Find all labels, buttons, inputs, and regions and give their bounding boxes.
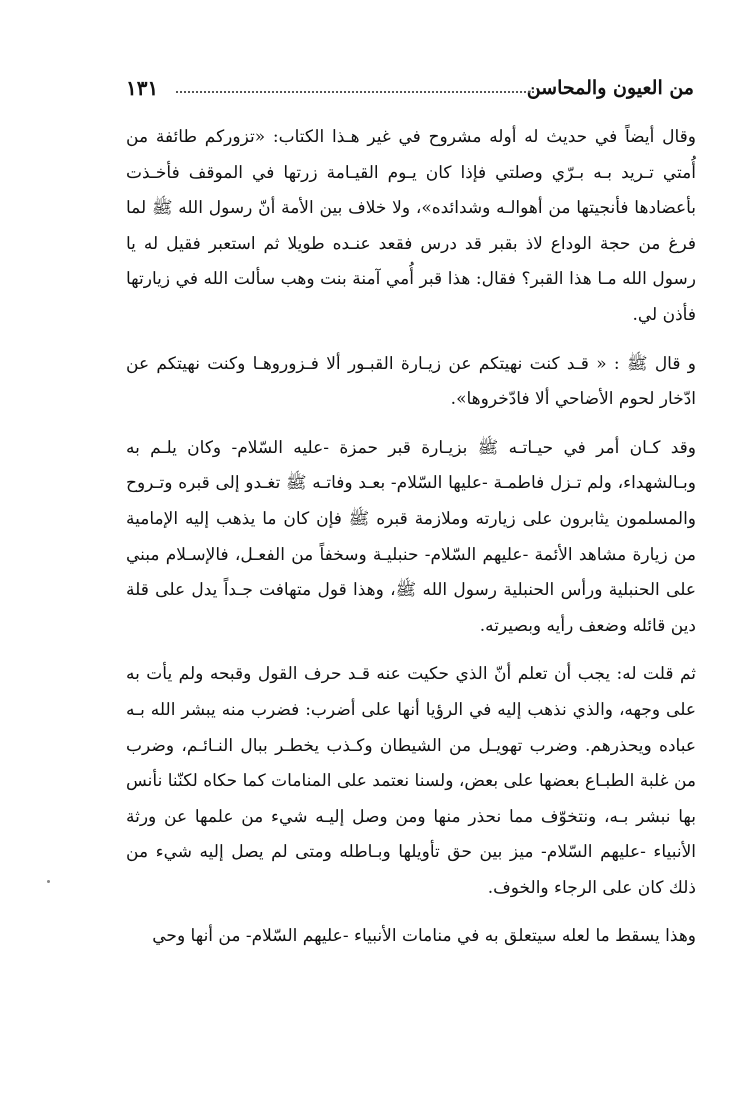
running-title: من العيون والمحاسن xyxy=(526,77,694,99)
body-text xyxy=(126,120,696,968)
paragraph-4: ثم قلت له: يجب أن تعلم أنّ الذي حكيت عنه قـد حرف القول وقبحه ولم يأت به على وجهه، والذي نذهب إليه في الرؤيا أنها على أضرب: فضرب منه يبشر الله بـه عباده ويحذرهم. وضرب تهويـل من الشيطان وكـذب يخطـر ببال النـائـم، وضرب من غلبة الطبـاع بعضها على بعض، ولسنا نعتمد على المنامات كما حكاه لكنّنا نأنس بها نبشر بـه، ونتخوّف مما نحذر منها ومن وصل إليـه شيء من علمها عن ورثة الأنبياء -عليهم السّلام- ميز بين حق تأويلها وبـاطله ومتى لم يصل إليه شيء من ذلك كان على الرجاء والخوف. xyxy=(126,664,696,898)
paragraph-5: وهذا يسقط ما لعله سيتعلق به في منامات الأنبياء -عليهم السّلام- من أنها وحي xyxy=(152,926,696,947)
paragraph-1: وقال أيضاً في حديث له أوله مشروح في غير هـذا الكتاب: «تزوركم طائفة من أُمتي تـريد بـه بـرّي وصلتي فإذا كان يـوم القيـامة زرتها في الموقف فأخـذت بأعضادها فأنجيتها من أهوالـه وشدائده»، ولا خلاف بين الأمة أنّ رسول الله ﷺ لما فرغ من حجة الوداع لاذ بقبر قد درس فقعد عنـده طويلا ثم استعبر فقيل له يا رسول الله مـا هذا القبر؟ فقال: هذا قبر أُمي آمنة بنت وهب سألت الله في زيارتها فأذن لي. xyxy=(126,127,696,325)
dotted-leader xyxy=(176,91,534,93)
page-number: ١٣١ xyxy=(126,76,159,100)
paragraph-3: وقد كـان أمر في حيـاتـه ﷺ بزيـارة قبر حمزة -عليه السّلام- وكان يلـم به وبـالشهداء، ولم تـزل فاطمـة -عليها السّلام- بعـد وفاتـه ﷺ تغـدو إلى قبره وتـروح والمسلمون يثابرون على زيارته وملازمة قبره ﷺ فإن كان ما يذهب إليه الإمامية من زيارة مشاهد الأئمة -عليهم السّلام- حنبليـة وسخفاً من الفعـل، فالإسـلام مبني على الحنبلية ورأس الحنبلية رسول الله ﷺ، وهذا قول متهافت جـداً يدل على قلة دين قائله وضعف رأيه وبصيرته. xyxy=(126,437,696,636)
ink-speck xyxy=(47,880,50,883)
paragraph-2: و قال ﷺ : « قـد كنت نهيتكم عن زيـارة القبـور ألا فـزوروهـا وكنت نهيتكم عن ادّخار لحوم الأضاحي ألا فادّخروها». xyxy=(126,353,696,410)
page-header xyxy=(126,72,694,106)
